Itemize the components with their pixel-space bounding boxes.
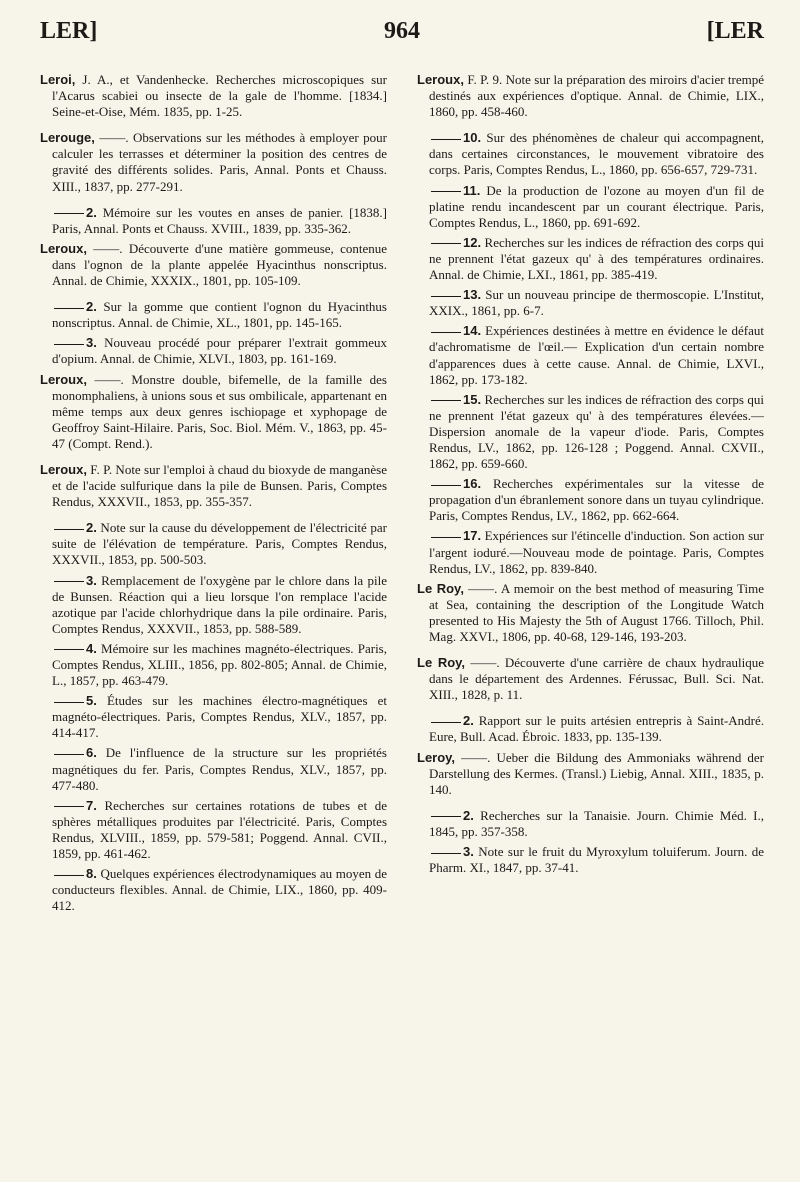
entry-text: Note sur le fruit du Myroxylum toluiferum. Journ. de Pharm. XI., 1847, pp. 37-41. xyxy=(429,844,764,876)
entry-text: Expériences destinées à mettre en évidence le défaut d'achromatisme de l'œil.— Explication d'un certain nombre d'apparences dues à cette cause. Annal. de Chimie, LXVI., 1862, pp. 173-182. xyxy=(429,323,764,387)
entry-text: Note sur la cause du développement de l'électricité par suite de l'élévation de température. Paris, Comptes Rendus, XXXVII., 1853, pp. 500-503. xyxy=(52,520,387,568)
entry-text: Quelques expériences électrodynamiques au moyen de conducteurs flexibles. Annal. de Chimie, LIX., 1860, pp. 409-412. xyxy=(52,866,387,914)
bibliography-subentry xyxy=(417,235,764,283)
bibliography-subentry xyxy=(40,866,387,914)
entry-text: ——. Observations sur les méthodes à employer pour calculer les terrasses et déterminer la position des centres de gravité des différents solides. Paris, Annal. Ponts et Chauss. XIII., 1837, pp. 277-291. xyxy=(52,130,387,194)
entry-number: 5. xyxy=(86,693,97,709)
entry-number: 3. xyxy=(463,844,474,860)
entry-number: 16. xyxy=(463,476,482,492)
entry-number: 12. xyxy=(463,234,482,250)
bibliography-entry xyxy=(40,241,387,289)
page-number: 964 xyxy=(384,18,420,44)
entry-text: De la production de l'ozone au moyen d'un fil de platine rendu incandescent par un courant électrique. Paris, Comptes Rendus, L., 1860, pp. 691-692. xyxy=(429,182,764,230)
bibliography-subentry xyxy=(40,641,387,689)
bibliography-entry xyxy=(40,372,387,452)
header-left: LER] xyxy=(40,18,98,44)
ditto-rule xyxy=(431,400,461,401)
bibliography-subentry xyxy=(40,693,387,741)
ditto-rule xyxy=(431,243,461,244)
entry-text: F. P. 9. Note sur la préparation des miroirs d'acier trempé destinés aux expériences d'optique. Annal. de Chimie, LIX., 1860, pp. 458-460. xyxy=(429,72,764,120)
right-column xyxy=(417,72,764,880)
author-name: Leroux, xyxy=(40,240,87,256)
bibliography-subentry xyxy=(417,392,764,472)
bibliography-entry xyxy=(40,130,387,194)
entry-number: 2. xyxy=(86,299,97,315)
ditto-rule xyxy=(54,581,84,582)
author-name: Leroux, xyxy=(40,461,87,477)
author-name: Lerouge, xyxy=(40,130,95,146)
entry-text: Sur un nouveau principe de thermoscopie. L'Institut, XXIX., 1861, pp. 6-7. xyxy=(429,287,764,319)
entry-text: Recherches sur certaines rotations de tubes et de sphères métalliques produites par l'électricité. Paris, Comptes Rendus, XLVIII., 1859, pp. 579-581; Poggend. Annal. CVII., 1859, pp. 461-462. xyxy=(52,797,387,862)
ditto-rule xyxy=(431,816,461,817)
bibliography-subentry xyxy=(40,205,387,237)
author-name: Le Roy, xyxy=(417,580,464,596)
entry-number: 11. xyxy=(463,182,481,198)
entry-text: Recherches expérimentales sur la vitesse de propagation d'un ébranlement sonore dans un tuyau cylindrique. Paris, Comptes Rendus, LV., 1862, pp. 662-664. xyxy=(429,476,764,524)
ditto-rule xyxy=(54,649,84,650)
bibliography-entry xyxy=(417,72,764,120)
entry-text: Recherches sur les indices de réfraction des corps qui ne prennent l'état gazeux qu' à des températures ordinaires. Annal. de Chimie, LXI., 1861, pp. 385-419. xyxy=(429,234,764,283)
ditto-rule xyxy=(54,806,84,807)
bibliography-entry xyxy=(40,72,387,120)
ditto-rule xyxy=(54,702,84,703)
bibliography-subentry xyxy=(40,573,387,637)
entry-number: 4. xyxy=(86,640,97,656)
entry-text: Sur la gomme que contient l'ognon du Hyacinthus nonscriptus. Annal. de Chimie, XL., 1801, pp. 145-165. xyxy=(52,299,387,331)
ditto-rule xyxy=(431,853,461,854)
bibliography-subentry xyxy=(417,713,764,745)
entry-text: Études sur les machines électro-magnétiques et magnéto-électriques. Paris, Comptes Rendus, XLV., 1857, pp. 414-417. xyxy=(52,693,387,741)
ditto-rule xyxy=(431,537,461,538)
ditto-rule xyxy=(54,754,84,755)
header-right: [LER xyxy=(706,18,764,44)
entry-text: Nouveau procédé pour préparer l'extrait gommeux d'opium. Annal. de Chimie, XLVI., 1803, pp. 161-169. xyxy=(52,335,387,367)
bibliography-subentry xyxy=(417,808,764,840)
entry-text: F. P. Note sur l'emploi à chaud du bioxyde de manganèse et de l'acide sulfurique dans la pile de Bunsen. Paris, Comptes Rendus, XXXVII., 1853, pp. 355-357. xyxy=(52,461,387,510)
bibliography-entry xyxy=(40,462,387,510)
bibliography-entry xyxy=(417,750,764,798)
author-name: Leroy, xyxy=(417,749,456,765)
bibliography-subentry xyxy=(417,130,764,178)
left-column xyxy=(40,72,387,918)
entry-number: 2. xyxy=(463,807,474,823)
author-name: Leroux, xyxy=(417,72,464,87)
author-name: Leroux, xyxy=(40,371,87,387)
ditto-rule xyxy=(431,332,461,333)
entry-text: Expériences sur l'étincelle d'induction. Son action sur l'argent ioduré.—Nouveau mode de pointage. Paris, Comptes Rendus, LV., 1862, pp. 839-840. xyxy=(429,528,764,576)
entry-number: 15. xyxy=(463,391,482,407)
ditto-rule xyxy=(431,191,461,192)
author-name: Le Roy, xyxy=(417,655,466,671)
bibliography-subentry xyxy=(417,183,764,231)
bibliography-subentry xyxy=(40,520,387,568)
bibliography-subentry xyxy=(417,528,764,576)
entry-text: Sur des phénomènes de chaleur qui accompagnent, dans certaines circonstances, le mouvement vibratoire des corps. Paris, Comptes Rendus, L., 1860, pp. 656-657, 729-731. xyxy=(429,130,764,178)
entry-number: 8. xyxy=(86,866,97,882)
page-header xyxy=(40,18,764,48)
author-name: Leroi, xyxy=(40,72,76,87)
entry-text: Mémoire sur les voutes en anses de panier. [1838.] Paris, Annal. Ponts et Chauss. XVIII., 1839, pp. 335-362. xyxy=(52,204,387,236)
entry-number: 6. xyxy=(86,745,97,761)
entry-text: J. A., et Vandenhecke. Recherches microscopiques sur l'Acarus scabiei ou insecte de la gale de l'homme. [1834.] Seine-et-Oise, Mém. 1835, pp. 1-25. xyxy=(52,72,387,120)
ditto-rule xyxy=(431,296,461,297)
entry-text: ——. Découverte d'une matière gommeuse, contenue dans l'ognon de la plante appelée Hyacinthus nonscriptus. Annal. de Chimie, XXXIX., 1801, pp. 105-109. xyxy=(52,240,387,289)
ditto-rule xyxy=(54,529,84,530)
entry-text: Mémoire sur les machines magnéto-électriques. Paris, Comptes Rendus, XLIII., 1856, pp. 802-805; Annal. de Chimie, L., 1857, pp. 463-479. xyxy=(52,640,387,689)
entry-text: De l'influence de la structure sur les propriétés magnétiques du fer. Paris, Comptes Rendus, XLV., 1857, pp. 477-480. xyxy=(52,745,387,793)
bibliography-subentry xyxy=(40,335,387,367)
entry-number: 3. xyxy=(86,335,97,351)
ditto-rule xyxy=(431,139,461,140)
entry-number: 17. xyxy=(463,528,482,544)
entry-number: 2. xyxy=(86,520,97,536)
entry-number: 2. xyxy=(86,204,97,220)
entry-number: 7. xyxy=(86,797,97,813)
ditto-rule xyxy=(54,344,84,345)
ditto-rule xyxy=(54,213,84,214)
entry-text: ——. A memoir on the best method of measuring Time at Sea, containing the description of the Longitude Watch presented to His Majesty the 5th of August 1766. Tilloch, Phil. Mag. XXVI., 1806, pp. 40-68, 129-146, 193-203. xyxy=(429,580,764,644)
bibliography-subentry xyxy=(40,798,387,862)
entry-number: 2. xyxy=(463,713,474,729)
entry-text: ——. Monstre double, bifemelle, de la famille des monomphaliens, à unions sous et sus ombilicale, appartenant en même temps aux deux genres ischiopage et xyphopage de Geoffroy Saint-Hilaire. Paris, Soc. Biol. Mém. V., 1863, pp. 45-47 (Compt. Rend.). xyxy=(52,371,387,451)
bibliography-subentry xyxy=(417,287,764,319)
ditto-rule xyxy=(431,485,461,486)
ditto-rule xyxy=(431,722,461,723)
bibliography-entry xyxy=(417,655,764,703)
entry-text: Recherches sur les indices de réfraction des corps qui ne prennent l'état gazeux qu' à des températures élevées.—Dispersion anomale de la vapeur d'iode. Paris, Comptes Rendus, LV., 1862, pp. 126-128 ; Poggend. Annal. CXVII., 1862, pp. 659-660. xyxy=(429,391,764,472)
bibliography-subentry xyxy=(40,299,387,331)
entry-text: Remplacement de l'oxygène par le chlore dans la pile de Bunsen. Réaction qui a lieu lorsque l'on remplace l'acide azotique par l'acide chlorhydrique dans la pile ordinaire. Paris, Comptes Rendus, XXXVII., 1853, pp. 588-589. xyxy=(52,572,387,636)
bibliography-subentry xyxy=(417,844,764,876)
bibliography-entry xyxy=(417,581,764,645)
entry-text: ——. Découverte d'une carrière de chaux hydraulique dans le département des Ardennes. Férussac, Bull. Sci. Nat. XIII., 1828, p. 11. xyxy=(429,655,764,703)
bibliography-subentry xyxy=(417,476,764,524)
bibliography-subentry xyxy=(40,745,387,793)
entry-number: 13. xyxy=(463,287,482,303)
ditto-rule xyxy=(54,308,84,309)
entry-text: Recherches sur la Tanaisie. Journ. Chimie Méd. I., 1845, pp. 357-358. xyxy=(429,807,764,839)
entry-text: Rapport sur le puits artésien entrepris à Saint-André. Eure, Bull. Acad. Ébroic. 1833, pp. 135-139. xyxy=(429,713,764,745)
entry-number: 10. xyxy=(463,130,482,146)
ditto-rule xyxy=(54,875,84,876)
entry-text: ——. Ueber die Bildung des Ammoniaks während der Darstellung des Kermes. (Transl.) Liebig, Annal. XIII., 1835, p. 140. xyxy=(429,749,764,797)
bibliography-subentry xyxy=(417,323,764,387)
entry-number: 14. xyxy=(463,323,482,339)
entry-number: 3. xyxy=(86,572,97,588)
